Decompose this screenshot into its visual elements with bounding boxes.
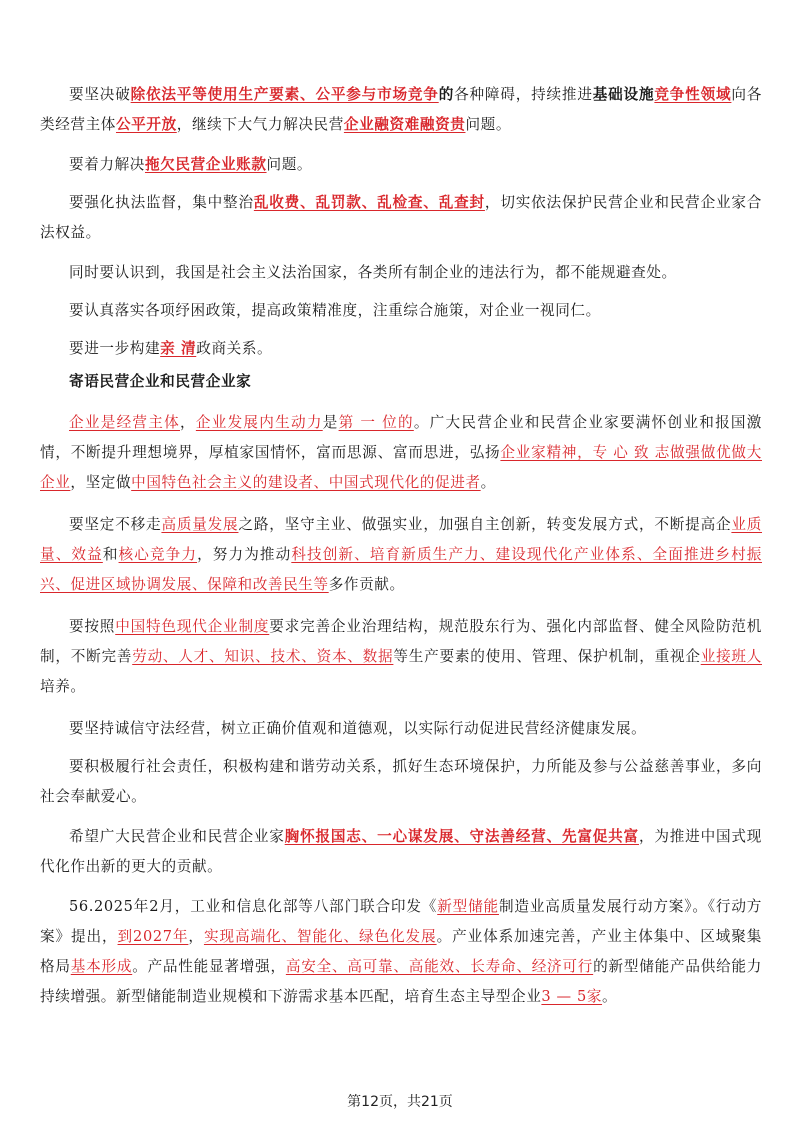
- text-run: 政商关系。: [196, 340, 273, 357]
- highlighted-text: 业接班人: [700, 648, 762, 665]
- text-run: 的新型储能产品供给能力持续增强。新型储能制造业规模和下游需求基本匹配，培育生态主导型企业: [40, 958, 762, 1005]
- highlighted-text: 除依法平等使用生产要素、公平参与市场竞争: [130, 86, 439, 103]
- text-run: 要坚持诚信守法经营，树立正确价值观和道德观，以实际行动促进民营经济健康发展。: [69, 720, 647, 737]
- text-run: 同时要认识到，我国是社会主义法治国家，各类所有制企业的违法行为，都不能规避查处。: [69, 264, 677, 281]
- text-run: 希望广大民营企业和民营企业家: [69, 828, 285, 845]
- text-run: 56.2025年2月，工业和信息化部等八部门联合印发《: [69, 898, 438, 915]
- highlighted-text: 第 一 位的: [338, 414, 414, 431]
- text-run: 。: [602, 988, 618, 1005]
- text-run: ，继续下大气力解决民营: [176, 116, 344, 133]
- highlighted-text: 核心竞争力: [118, 546, 198, 563]
- text-run: 要求完善企业治理结构，规范股东行为、强化内部监督、健全风险防范机制，不断完善: [40, 618, 762, 665]
- highlighted-text: 中国特色社会主义的建设者、中国式现代化的促进者: [131, 474, 481, 491]
- text-run: 。广大民营企业和民营企业家要满怀创业和报国激情，不断提升理想境界，厚植家国情怀，富而思源、富而思进，弘扬: [40, 414, 762, 461]
- highlighted-text: 拖欠民营企业账款: [144, 156, 267, 173]
- text-run: ，: [188, 928, 204, 945]
- text-run: 基础设施: [592, 86, 655, 103]
- highlighted-text: 新型储能: [437, 898, 499, 915]
- highlighted-text: 企业是经营主体: [69, 414, 180, 431]
- highlighted-text: 高质量发展: [161, 516, 239, 533]
- paragraph-1: [40, 80, 762, 140]
- text-run: 要积极履行社会责任，积极构建和谐劳动关系，抓好生态环境保护，力所能及参与公益慈善事业，多向社会奉献爱心。: [40, 758, 762, 805]
- paragraph-13: [40, 892, 762, 1012]
- highlighted-text: 胸怀报国志、一心谋发展、守法善经营、先富促共富: [284, 828, 639, 845]
- text-run: 制造业高质量发展行动方案》。《行动方案》提出，: [40, 898, 762, 945]
- text-run: 多作贡献。: [328, 576, 405, 593]
- highlighted-text: 高安全、高可靠、高能效、长寿命、经济可行: [285, 958, 594, 975]
- highlighted-text: 竞争性领域: [654, 86, 732, 103]
- paragraph-3: [40, 188, 762, 248]
- text-run: 要进一步构建: [69, 340, 161, 357]
- highlighted-text: 业质量、效益: [40, 516, 763, 563]
- paragraph-5: [40, 296, 762, 326]
- highlighted-text: 企业家精神，专 心 致 志做强做优做大企业: [40, 444, 762, 491]
- paragraph-10: [40, 714, 762, 744]
- text-run: ，为推进中国式现代化作出新的更大的贡献。: [40, 828, 762, 875]
- paragraph-12: [40, 822, 762, 882]
- text-run: 要强化执法监督，集中整治: [69, 194, 254, 211]
- text-run: 要坚决破: [69, 86, 131, 103]
- text-run: 。产品性能显著增强，: [132, 958, 286, 975]
- highlighted-text: 企业融资难融资贵: [343, 116, 466, 133]
- text-run: 要认真落实各项纾困政策，提高政策精准度，注重综合施策，对企业一视同仁。: [69, 302, 601, 319]
- highlighted-text: 3 — 5家: [541, 988, 603, 1005]
- text-run: 向各类经营主体: [40, 86, 763, 133]
- text-run: 要坚定不移走: [69, 516, 162, 533]
- text-run: 各种障碍，持续推进: [454, 86, 593, 103]
- page-footer: 第12页，共21页: [347, 1094, 453, 1110]
- text-run: 等生产要素的使用、管理、保护机制，重视企: [393, 648, 701, 665]
- text-run: 要按照: [69, 618, 116, 635]
- text-run: ，切实依法保护民营企业和民营企业家合法权益。: [40, 194, 762, 241]
- text-run: 的: [438, 86, 455, 103]
- paragraph-6: [40, 334, 762, 364]
- highlighted-text: 企业发展内生动力: [195, 414, 323, 431]
- paragraph-11: [40, 752, 762, 812]
- text-run: 和: [102, 546, 119, 563]
- paragraph-8: [40, 510, 762, 600]
- highlighted-text: 到2027年: [117, 928, 189, 945]
- paragraph-2: [40, 150, 762, 180]
- text-run: 。: [480, 474, 496, 491]
- text-run: ，努力为推动: [197, 546, 292, 563]
- highlighted-text: 公平开放: [115, 116, 177, 133]
- highlighted-text: 劳动、人才、知识、技术、资本、数据: [132, 648, 394, 665]
- text-run: 是: [322, 414, 339, 431]
- text-run: ，坚定做: [70, 474, 132, 491]
- text-run: 培养。: [40, 678, 86, 695]
- text-run: 。产业体系加速完善，产业主体集中、区域聚集格局: [40, 928, 762, 975]
- paragraph-9: [40, 612, 762, 702]
- highlighted-text: 基本形成: [70, 958, 133, 975]
- paragraph-4: [40, 258, 762, 288]
- text-run: 问题。: [465, 116, 512, 133]
- text-run: 要着力解决: [69, 156, 145, 173]
- text-run: 之路，坚守主业、做强实业，加强自主创新，转变发展方式，不断提高企: [238, 516, 732, 533]
- highlighted-text: 中国特色现代企业制度: [115, 618, 270, 635]
- highlighted-text: 乱收费、乱罚款、乱检查、乱查封: [253, 194, 485, 211]
- highlighted-text: 亲 清: [160, 340, 197, 357]
- section-heading: 寄语民营企业和民营企业家: [69, 373, 252, 390]
- highlighted-text: 科技创新、培育新质生产力、建设现代化产业体系、全面推进乡村振兴、促进区域协调发展、保障和改善民生等: [40, 546, 762, 593]
- highlighted-text: 实现高端化、智能化、绿色化发展: [203, 928, 437, 945]
- text-run: 问题。: [266, 156, 313, 173]
- text-run: ，: [180, 414, 196, 431]
- paragraph-7: [40, 408, 762, 498]
